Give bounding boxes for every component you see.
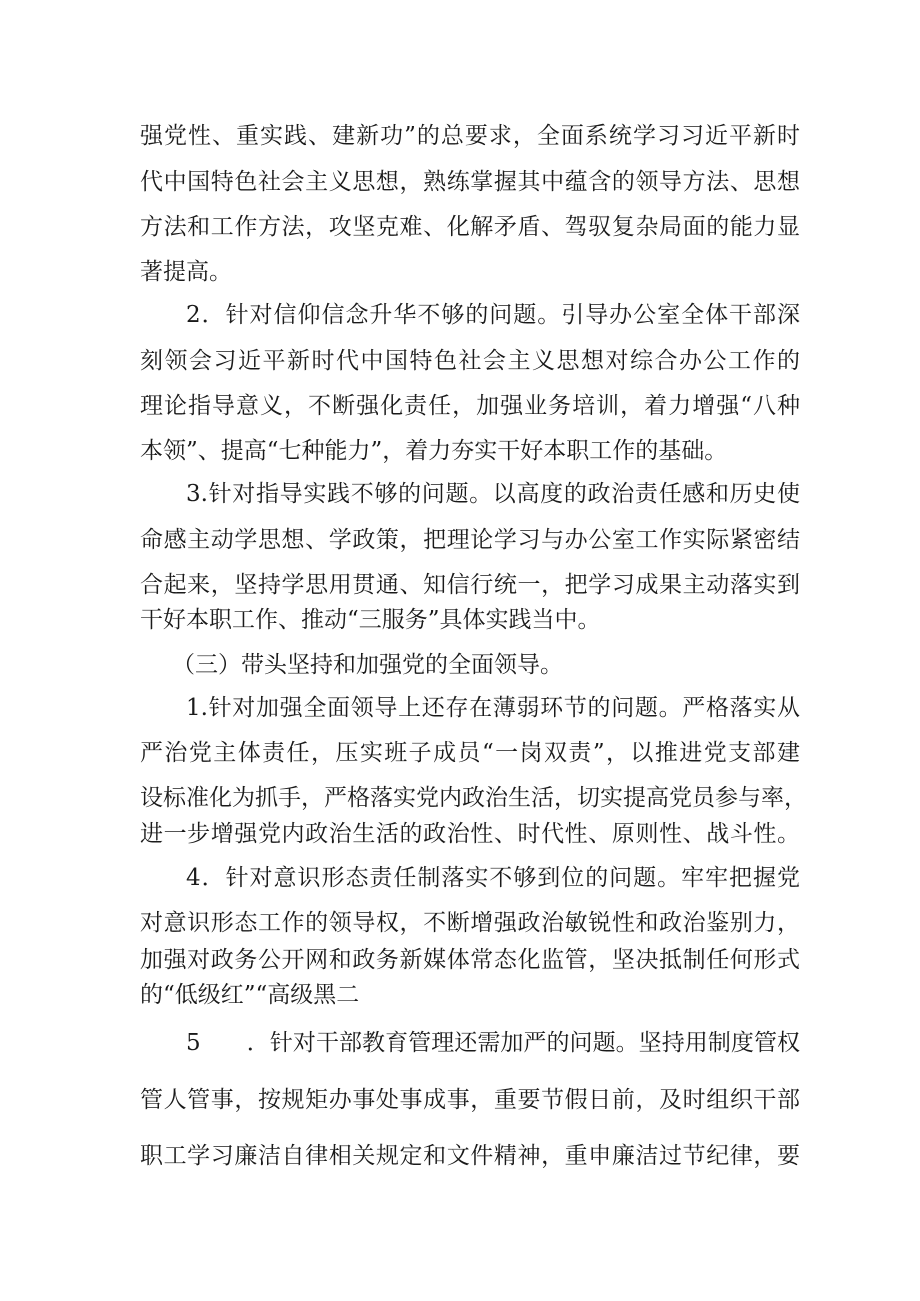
paragraph-6-line-1: 5 ．针对干部教育管理还需加严的问题。坚持用制度管权 xyxy=(186,1030,800,1056)
paragraph-2-line-4: 本领”、提高“七种能力”，着力夯实干好本职工作的基础。 xyxy=(140,438,728,464)
paragraph-5-line-2: 对意识形态工作的领导权，不断增强政治敏锐性和政治鉴别力， xyxy=(140,910,800,936)
paragraph-5-line-3: 加强对政务公开网和政务新媒体常态化监管，坚决抵制任何形式 xyxy=(140,947,800,973)
paragraph-5-line-4: 的“低级红”“高级黑二 xyxy=(140,982,360,1008)
paragraph-4-line-1: 1.针对加强全面领导上还存在薄弱环节的问题。严格落实从 xyxy=(186,695,800,721)
paragraph-4-line-4: 进一步增强党内政治生活的政治性、时代性、原则性、战斗性。 xyxy=(140,821,800,847)
paragraph-2-line-3: 理论指导意义，不断强化责任，加强业务培训，着力增强“八种 xyxy=(140,393,800,419)
paragraph-1-line-2: 代中国特色社会主义思想，熟练掌握其中蕴含的领导方法、思想 xyxy=(140,169,800,195)
paragraph-6-line-3: 职工学习廉洁自律相关规定和文件精神，重申廉洁过节纪律，要 xyxy=(140,1143,800,1169)
paragraph-4-line-3: 设标准化为抓手，严格落实党内政治生活，切实提高党员参与率， xyxy=(140,785,807,811)
paragraph-5-line-1: 4．针对意识形态责任制落实不够到位的问题。牢牢把握党 xyxy=(186,865,800,891)
paragraph-3-line-3: 合起来，坚持学思用贯通、知信行统一，把学习成果主动落实到 xyxy=(140,572,800,598)
paragraph-4-line-2: 严治党主体责任，压实班子成员“一岗双责”，以推进党支部建 xyxy=(140,740,800,766)
paragraph-6-line-2: 管人管事，按规矩办事处事成事，重要节假日前，及时组织干部 xyxy=(140,1087,800,1113)
paragraph-2-line-2: 刻领会习近平新时代中国特色社会主义思想对综合办公工作的 xyxy=(140,348,800,374)
paragraph-3-line-1: 3.针对指导实践不够的问题。以高度的政治责任感和历史使 xyxy=(186,481,800,507)
paragraph-2-line-1: 2．针对信仰信念升华不够的问题。引导办公室全体干部深 xyxy=(186,302,800,328)
paragraph-3-line-4: 干好本职工作、推动“三服务”具体实践当中。 xyxy=(140,607,601,633)
paragraph-1-line-4: 著提高。 xyxy=(140,259,232,285)
paragraph-1-line-3: 方法和工作方法，攻坚克难、化解矛盾、驾驭复杂局面的能力显 xyxy=(140,214,800,240)
paragraph-3-line-2: 命感主动学思想、学政策，把理论学习与办公室工作实际紧密结 xyxy=(140,527,800,553)
paragraph-1-line-1: 强党性、重实践、建新功”的总要求，全面系统学习习近平新时 xyxy=(140,123,800,149)
section-heading: （三）带头坚持和加强党的全面领导。 xyxy=(172,652,563,678)
